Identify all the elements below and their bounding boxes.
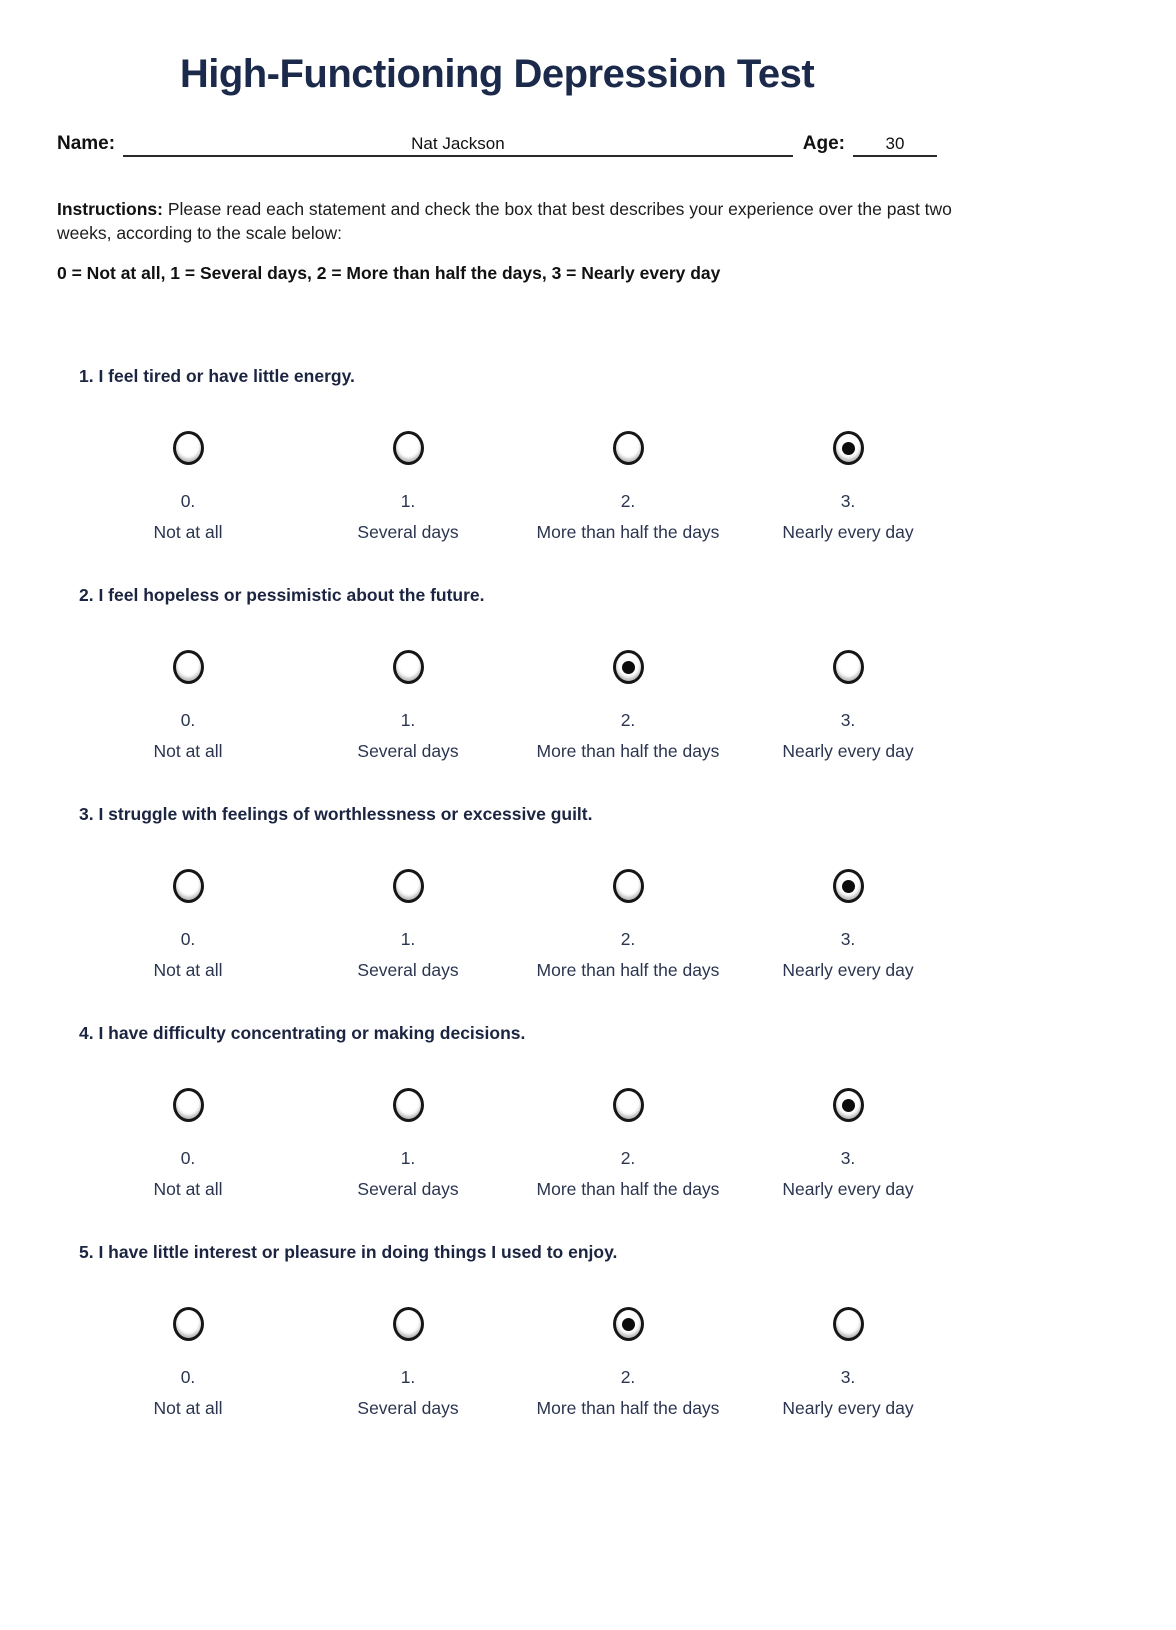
options-row (78, 1307, 943, 1419)
question-text: 3. I struggle with feelings of worthlessness or excessive guilt. (79, 804, 593, 825)
option-3-q5[interactable] (738, 1307, 958, 1419)
options-row (78, 1088, 943, 1200)
question-text: 1. I feel tired or have little energy. (79, 366, 355, 387)
radio-button-icon[interactable] (393, 1307, 424, 1341)
radio-selected-dot (402, 661, 415, 674)
radio-button-icon[interactable] (833, 431, 864, 465)
option-label: Several days (357, 1398, 459, 1419)
radio-button-icon[interactable] (613, 1088, 644, 1122)
radio-selected-dot (842, 880, 855, 893)
radio-button-icon[interactable] (613, 869, 644, 903)
option-number: 1. (400, 929, 416, 950)
options-row (78, 431, 943, 543)
radio-button-icon[interactable] (613, 650, 644, 684)
radio-selected-dot (622, 1099, 635, 1112)
option-0-q5[interactable] (78, 1307, 298, 1419)
option-label: More than half the days (536, 960, 720, 981)
radio-selected-dot (842, 1099, 855, 1112)
option-number: 3. (840, 929, 856, 950)
radio-button-icon[interactable] (613, 1307, 644, 1341)
option-0-q4[interactable] (78, 1088, 298, 1200)
option-label: Several days (357, 741, 459, 762)
option-number: 0. (180, 929, 196, 950)
option-label: Several days (357, 522, 459, 543)
option-number: 0. (180, 491, 196, 512)
radio-button-icon[interactable] (833, 1088, 864, 1122)
radio-selected-dot (402, 880, 415, 893)
option-label: Not at all (153, 960, 223, 981)
instructions-text: Please read each statement and check the box that best describes your experience over the past two weeks, according to the scale below: (57, 199, 952, 244)
options-row (78, 869, 943, 981)
radio-button-icon[interactable] (833, 869, 864, 903)
radio-button-icon[interactable] (833, 1307, 864, 1341)
question-block (57, 366, 943, 543)
option-2-q3[interactable] (518, 869, 738, 981)
option-label: Not at all (153, 1398, 223, 1419)
radio-selected-dot (842, 661, 855, 674)
radio-button-icon[interactable] (173, 431, 204, 465)
option-label: Not at all (153, 741, 223, 762)
question-text: 5. I have little interest or pleasure in doing things I used to enjoy. (79, 1242, 618, 1263)
option-0-q1[interactable] (78, 431, 298, 543)
option-3-q2[interactable] (738, 650, 958, 762)
radio-selected-dot (842, 442, 855, 455)
radio-selected-dot (622, 661, 635, 674)
radio-selected-dot (402, 442, 415, 455)
radio-button-icon[interactable] (613, 431, 644, 465)
radio-selected-dot (182, 880, 195, 893)
option-number: 3. (840, 491, 856, 512)
option-0-q3[interactable] (78, 869, 298, 981)
option-number: 0. (180, 1148, 196, 1169)
option-number: 0. (180, 1367, 196, 1388)
question-block (57, 804, 943, 981)
option-number: 2. (620, 1367, 636, 1388)
option-label: More than half the days (536, 522, 720, 543)
radio-button-icon[interactable] (173, 650, 204, 684)
age-label: Age: (802, 133, 845, 154)
option-3-q1[interactable] (738, 431, 958, 543)
radio-selected-dot (182, 1318, 195, 1331)
instructions-label: Instructions: (57, 199, 163, 219)
option-2-q4[interactable] (518, 1088, 738, 1200)
option-2-q5[interactable] (518, 1307, 738, 1419)
option-label: Nearly every day (782, 1179, 914, 1200)
option-number: 1. (400, 710, 416, 731)
option-number: 3. (840, 710, 856, 731)
age-field[interactable]: 30 (853, 134, 937, 157)
question-block (57, 1242, 943, 1419)
option-label: Not at all (153, 522, 223, 543)
radio-selected-dot (402, 1099, 415, 1112)
option-label: Nearly every day (782, 960, 914, 981)
option-2-q1[interactable] (518, 431, 738, 543)
radio-selected-dot (182, 661, 195, 674)
radio-button-icon[interactable] (393, 869, 424, 903)
name-age-row (57, 133, 937, 157)
option-number: 1. (400, 491, 416, 512)
option-label: Several days (357, 1179, 459, 1200)
question-text: 2. I feel hopeless or pessimistic about the future. (79, 585, 485, 606)
name-field[interactable]: Nat Jackson (123, 134, 793, 157)
option-0-q2[interactable] (78, 650, 298, 762)
option-number: 2. (620, 929, 636, 950)
options-row (78, 650, 943, 762)
option-2-q2[interactable] (518, 650, 738, 762)
option-1-q1[interactable] (298, 431, 518, 543)
option-label: Not at all (153, 1179, 223, 1200)
option-label: More than half the days (536, 1398, 720, 1419)
radio-button-icon[interactable] (173, 869, 204, 903)
name-label: Name: (57, 133, 116, 154)
option-number: 2. (620, 710, 636, 731)
option-3-q3[interactable] (738, 869, 958, 981)
option-label: More than half the days (536, 741, 720, 762)
option-number: 3. (840, 1148, 856, 1169)
option-3-q4[interactable] (738, 1088, 958, 1200)
option-label: Nearly every day (782, 522, 914, 543)
option-1-q2[interactable] (298, 650, 518, 762)
radio-selected-dot (622, 1318, 635, 1331)
option-number: 1. (400, 1148, 416, 1169)
radio-button-icon[interactable] (173, 1307, 204, 1341)
radio-selected-dot (622, 442, 635, 455)
option-number: 2. (620, 1148, 636, 1169)
option-1-q3[interactable] (298, 869, 518, 981)
option-1-q5[interactable] (298, 1307, 518, 1419)
instructions-paragraph (57, 197, 977, 245)
scale-legend: 0 = Not at all, 1 = Several days, 2 = More than half the days, 3 = Nearly every day (57, 263, 721, 284)
option-label: Several days (357, 960, 459, 981)
option-number: 3. (840, 1367, 856, 1388)
option-label: Nearly every day (782, 1398, 914, 1419)
radio-button-icon[interactable] (393, 1088, 424, 1122)
page-title: High-Functioning Depression Test (179, 52, 815, 96)
radio-selected-dot (842, 1318, 855, 1331)
option-number: 2. (620, 491, 636, 512)
radio-selected-dot (402, 1318, 415, 1331)
radio-button-icon[interactable] (173, 1088, 204, 1122)
radio-selected-dot (182, 442, 195, 455)
question-text: 4. I have difficulty concentrating or making decisions. (79, 1023, 526, 1044)
option-number: 1. (400, 1367, 416, 1388)
option-1-q4[interactable] (298, 1088, 518, 1200)
radio-button-icon[interactable] (393, 431, 424, 465)
radio-button-icon[interactable] (833, 650, 864, 684)
question-block (57, 1023, 943, 1200)
radio-selected-dot (622, 880, 635, 893)
question-block (57, 585, 943, 762)
option-label: More than half the days (536, 1179, 720, 1200)
radio-selected-dot (182, 1099, 195, 1112)
questions-list (57, 366, 943, 1419)
option-label: Nearly every day (782, 741, 914, 762)
option-number: 0. (180, 710, 196, 731)
radio-button-icon[interactable] (393, 650, 424, 684)
